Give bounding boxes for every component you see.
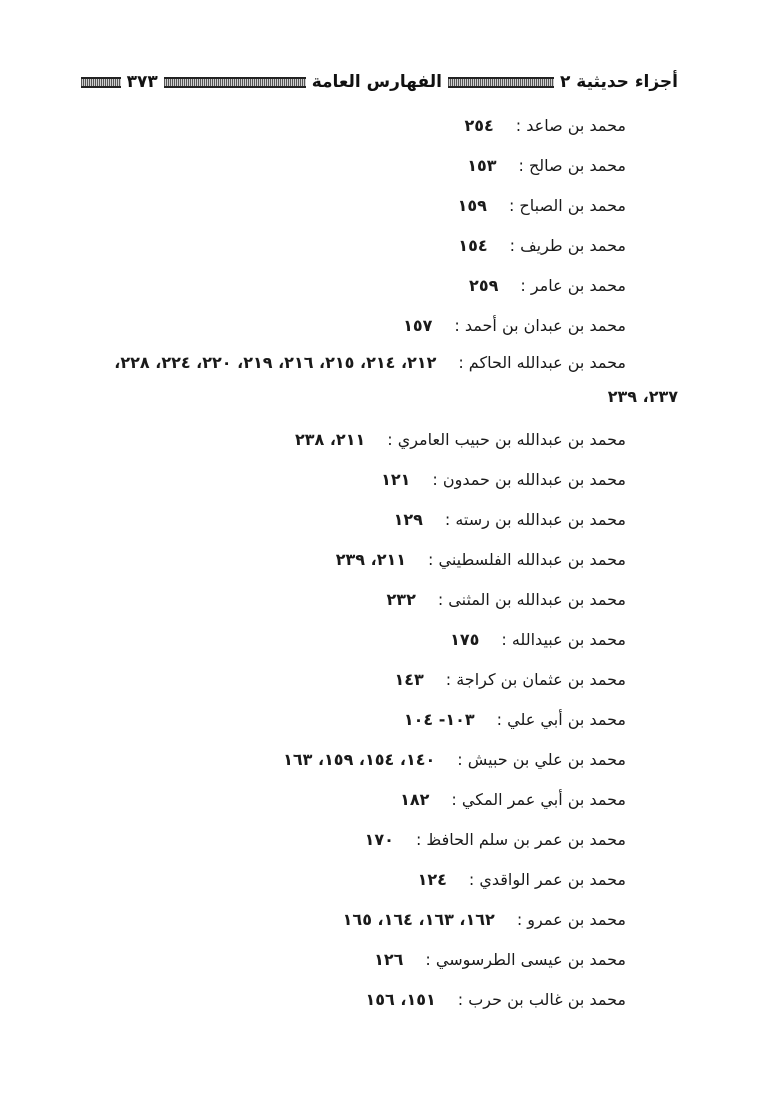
- header-ornament-rule: [164, 77, 306, 88]
- entry-name: محمد بن عبدالله بن حمدون :: [432, 470, 626, 489]
- index-entry: [80, 266, 626, 306]
- entry-name: محمد بن عبدالله بن حبيب العامري :: [387, 430, 626, 449]
- index-entry: [80, 940, 626, 980]
- entry-name: محمد بن عمرو :: [516, 910, 626, 929]
- entry-name: محمد بن عمر بن سلم الحافظ :: [415, 830, 626, 849]
- entry-name: محمد بن علي بن حبيش :: [457, 750, 626, 769]
- index-entry: [80, 226, 626, 266]
- entry-pages: ١٥٣: [467, 156, 497, 175]
- entry-pages: ١٧٥: [450, 630, 480, 649]
- index-entry: [80, 620, 626, 660]
- index-entry: [80, 740, 626, 780]
- section-title: الفهارس العامة: [311, 72, 442, 92]
- entry-pages: ١٢٤: [417, 870, 447, 889]
- entry-pages: ١٢٩: [393, 510, 423, 529]
- entry-pages: ١٥٩: [457, 196, 487, 215]
- index-entry: [80, 106, 626, 146]
- index-entry: [80, 580, 626, 620]
- entry-pages: ٢١١، ٢٣٩: [335, 550, 407, 569]
- header-ornament-rule: [81, 77, 121, 88]
- entry-pages: ١٥٧: [403, 316, 433, 335]
- index-entry: [80, 820, 626, 860]
- entry-name: محمد بن عبيدالله :: [501, 630, 626, 649]
- index-entry: [80, 900, 626, 940]
- entry-name: محمد بن عبدالله الفلسطيني :: [428, 550, 626, 569]
- index-entry: [80, 780, 626, 820]
- entry-name: محمد بن عثمان بن كراجة :: [445, 670, 626, 689]
- index-entry: [80, 460, 626, 500]
- entry-pages: ٢٥٤: [464, 116, 494, 135]
- index-entry: [80, 346, 678, 420]
- entry-pages: ٢١٢، ٢١٤، ٢١٥، ٢١٦، ٢١٩، ٢٢٠، ٢٢٤، ٢٢٨، ٢٣٧، ٢٣٩: [114, 353, 678, 406]
- entry-pages: ١٥٤: [458, 236, 488, 255]
- entry-name: محمد بن أبي عمر المكي :: [451, 790, 626, 809]
- book-title: أجزاء حديثية ٢: [559, 72, 678, 92]
- running-header: [90, 64, 678, 100]
- entry-pages: ١٦٢، ١٦٣، ١٦٤، ١٦٥: [342, 910, 495, 929]
- entry-pages: ٢٥٩: [469, 276, 499, 295]
- index-entry: [80, 860, 626, 900]
- entry-name: محمد بن غالب بن حرب :: [457, 990, 626, 1009]
- entry-name: محمد بن عامر :: [520, 276, 626, 295]
- entry-name: محمد بن عبدالله الحاكم :: [458, 353, 626, 372]
- entry-pages: ١٥١، ١٥٦: [365, 990, 436, 1009]
- entry-name: محمد بن عبدالله بن المثنى :: [437, 590, 626, 609]
- page-number: ٣٧٣: [126, 72, 158, 92]
- entry-name: محمد بن طريف :: [509, 236, 626, 255]
- entry-name: محمد بن صالح :: [518, 156, 626, 175]
- index-entry: [80, 500, 626, 540]
- index-entry: [80, 186, 626, 226]
- entry-pages: ٢٣٢: [386, 590, 416, 609]
- entry-name: محمد بن صاعد :: [515, 116, 626, 135]
- index-entry: [80, 306, 626, 346]
- index-entry: [80, 420, 626, 460]
- index-entry: [80, 980, 626, 1020]
- entry-pages: ١٨٢: [400, 790, 430, 809]
- entry-name: محمد بن الصباح :: [508, 196, 626, 215]
- entry-pages: ١٤٣: [394, 670, 424, 689]
- entry-pages: ١٧٠: [364, 830, 394, 849]
- header-ornament-rule: [448, 77, 554, 88]
- index-entry: [80, 700, 626, 740]
- entry-pages: ٢١١، ٢٣٨: [294, 430, 366, 449]
- entry-name: محمد بن عيسى الطرسوسي :: [425, 950, 626, 969]
- entry-pages: ١٤٠، ١٥٤، ١٥٩، ١٦٣: [283, 750, 436, 769]
- entry-pages: ١٠٣- ١٠٤: [403, 710, 475, 729]
- entry-name: محمد بن عبدالله بن رسته :: [444, 510, 626, 529]
- entry-name: محمد بن عمر الواقدي :: [468, 870, 626, 889]
- entry-name: محمد بن أبي علي :: [496, 710, 626, 729]
- entry-name: محمد بن عبدان بن أحمد :: [454, 316, 626, 335]
- index-entries: [80, 106, 678, 1020]
- index-entry: [80, 660, 626, 700]
- index-entry: [80, 540, 626, 580]
- entry-pages: ١٢٦: [374, 950, 404, 969]
- entry-pages: ١٢١: [381, 470, 411, 489]
- index-entry: [80, 146, 626, 186]
